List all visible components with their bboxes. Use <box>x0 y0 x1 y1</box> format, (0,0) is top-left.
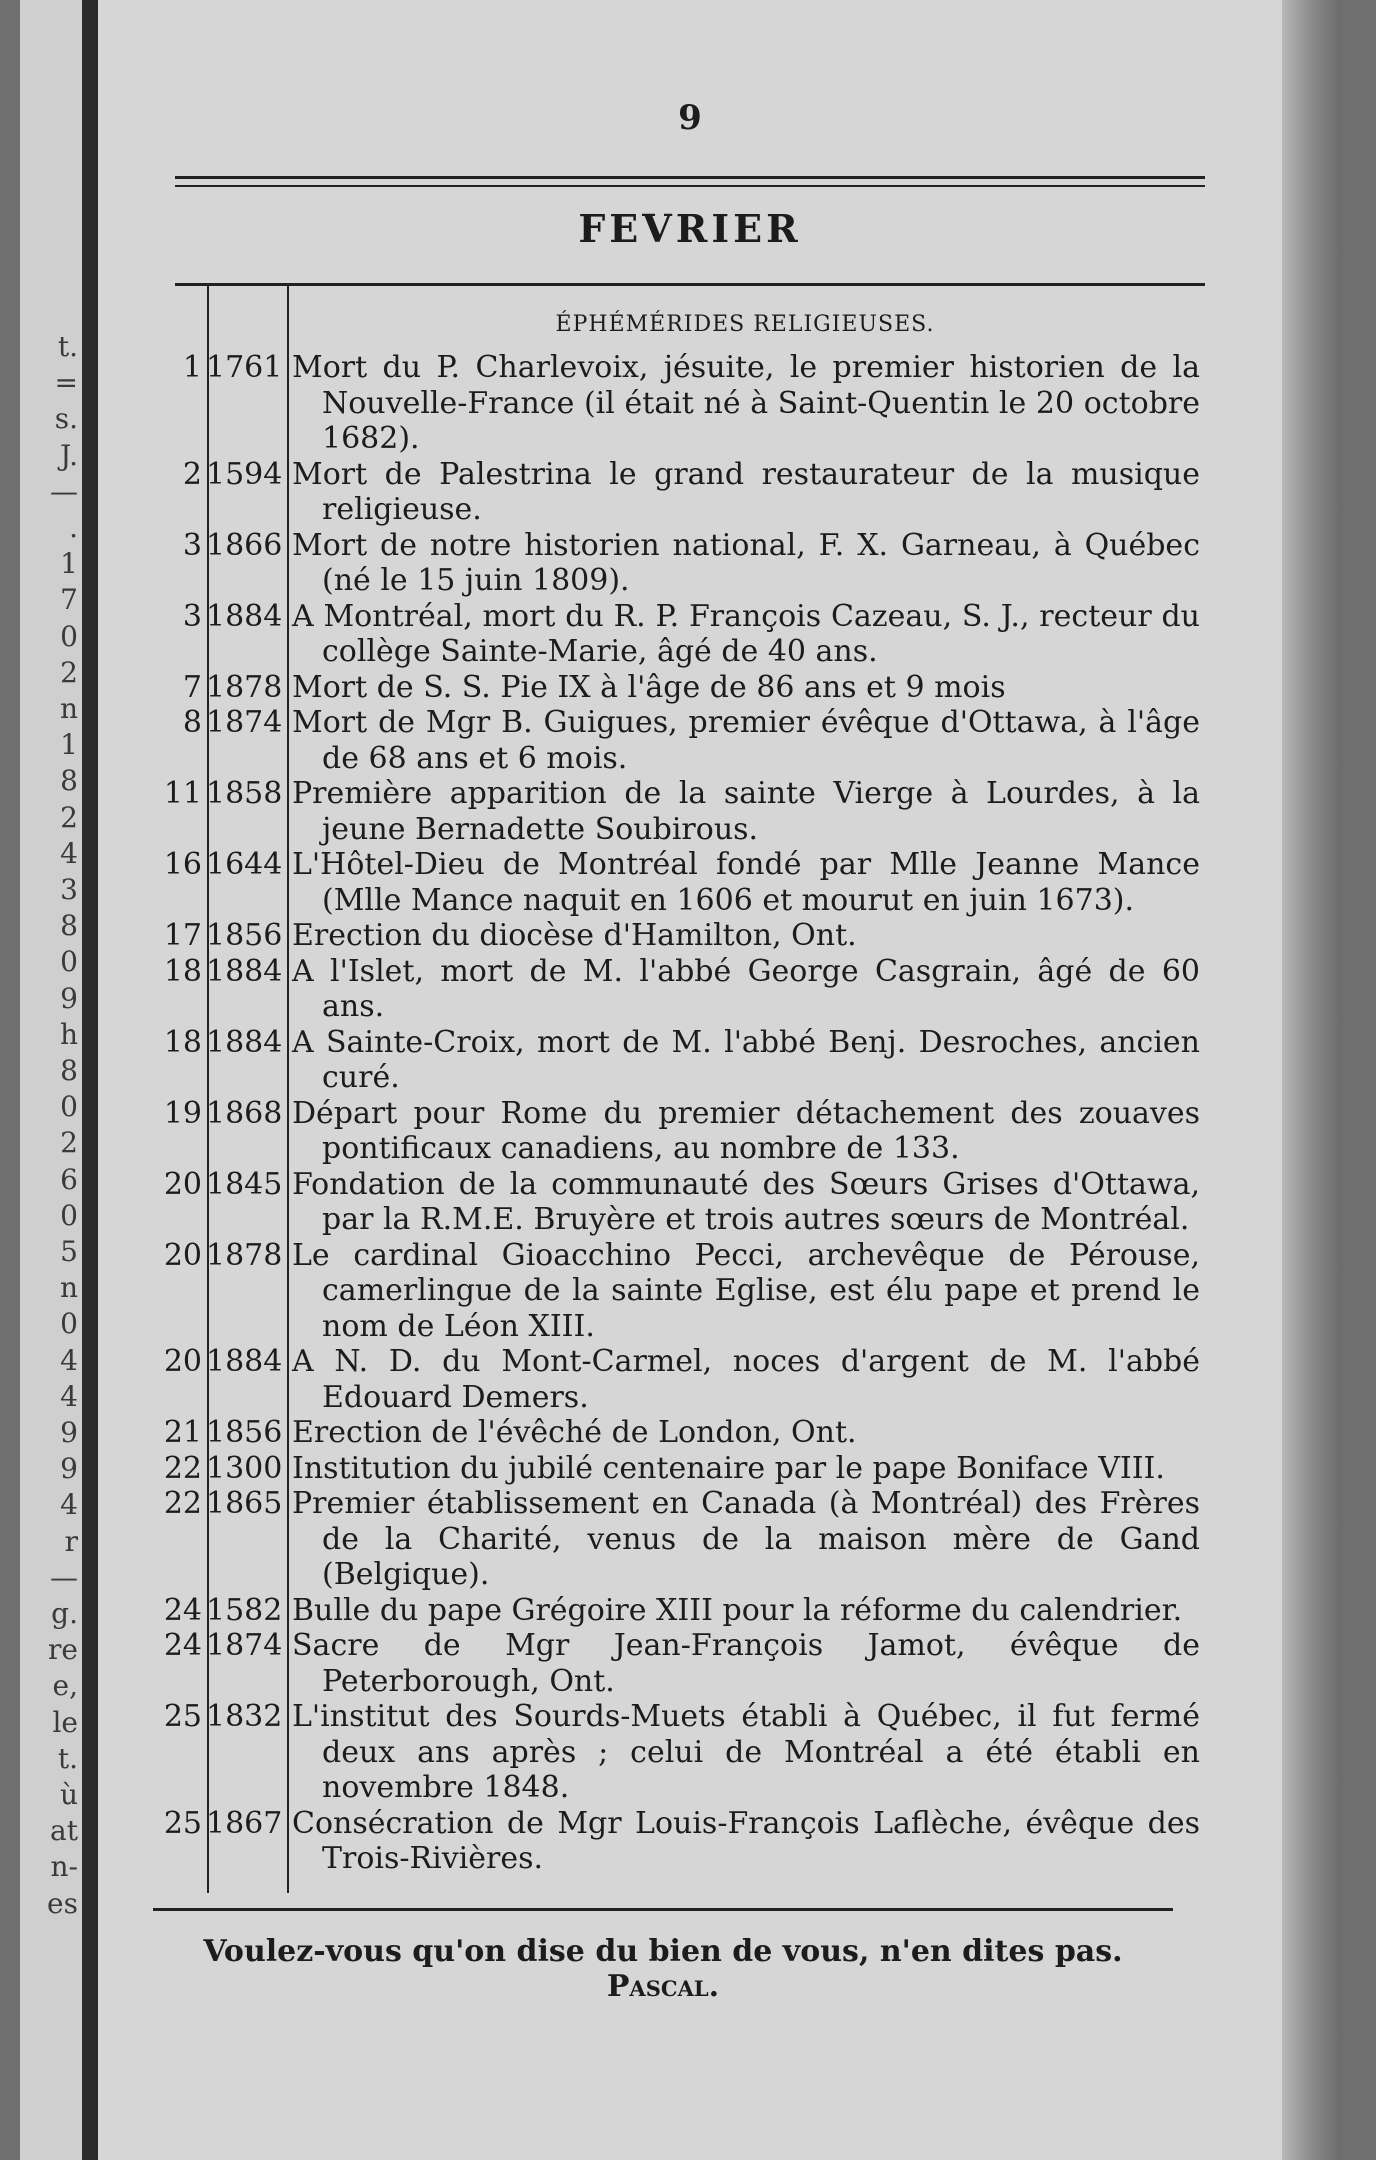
facing-margin-fragment: n- <box>50 1850 78 1884</box>
entry-day: 25 <box>163 1699 202 1734</box>
entry-day: 16 <box>163 847 202 882</box>
facing-margin-fragment: 5 <box>60 1235 78 1268</box>
entry-text: A Montréal, mort du R. P. François Cazeau, S. J., recteur du collège Sainte-Marie, âgé de 40 ans. <box>292 598 1200 669</box>
facing-margin-fragment: t. <box>57 330 78 363</box>
entry-year: 1874 <box>206 705 283 740</box>
entry-year: 1856 <box>206 918 283 953</box>
entry-year: 1845 <box>206 1166 283 1202</box>
entry-year: 1865 <box>206 1486 283 1521</box>
entry-year: 1868 <box>206 1095 283 1131</box>
facing-margin-fragment: 8 <box>60 764 78 798</box>
entry-text: Bulle du pape Grégoire XIII pour la réforme du calendrier. <box>292 1592 1183 1628</box>
entry-text: Erection de l'évêché de London, Ont. <box>292 1415 857 1450</box>
facing-margin-fragment: re <box>48 1633 78 1667</box>
ephemeris-entry <box>140 1238 1200 1345</box>
facing-margin-fragment: 6 <box>60 1162 78 1196</box>
entry-day: 18 <box>163 953 202 989</box>
facing-margin-fragment: s. <box>54 402 78 436</box>
entry-year: 1832 <box>206 1699 283 1734</box>
entry-day: 24 <box>163 1592 202 1628</box>
entry-text: Institution du jubilé centenaire par le pape Boniface VIII. <box>292 1450 1165 1486</box>
facing-margin-fragment: 9 <box>60 1452 78 1486</box>
entry-year: 1594 <box>206 456 283 492</box>
ephemeris-entry <box>140 1451 1200 1487</box>
ephemeris-entry <box>140 1806 1200 1877</box>
facing-margin-fragment: 2 <box>60 800 78 834</box>
facing-margin-fragment: 7 <box>60 583 78 617</box>
entry-text: Mort de S. S. Pie IX à l'âge de 86 ans et 9 mois <box>292 669 1006 705</box>
entry-text: A l'Islet, mort de M. l'abbé George Casgrain, âgé de 60 ans. <box>292 953 1200 1024</box>
entry-day: 20 <box>163 1344 202 1379</box>
entry-text: Départ pour Rome du premier détachement des zouaves pontificaux canadiens, au nombre de 133. <box>292 1095 1200 1166</box>
ephemeris-entry <box>140 776 1200 847</box>
ephemeris-entry <box>140 1167 1200 1238</box>
ephemeris-entry <box>140 599 1200 670</box>
entry-text: L'institut des Sourds-Muets établi à Québec, il fut fermé deux ans après ; celui de Montréal a été établi en novembre 1848. <box>292 1699 1200 1805</box>
ephemeris-entry <box>140 954 1200 1025</box>
entry-year: 1867 <box>206 1805 283 1841</box>
ephemeris-entry <box>140 528 1200 599</box>
entry-text: Le cardinal Gioacchino Pecci, archevêque de Pérouse, camerlingue de la sainte Eglise, est élu pape et prend le nom de Léon XIII. <box>292 1237 1200 1344</box>
entry-day: 25 <box>163 1805 202 1841</box>
facing-margin-fragment: h <box>59 1017 78 1051</box>
entry-text: L'Hôtel-Dieu de Montréal fondé par Mlle Jeanne Mance (Mlle Mance naquit en 1606 et mourut en juin 1673). <box>292 847 1200 918</box>
entry-text: A N. D. du Mont-Carmel, noces d'argent de M. l'abbé Edouard Demers. <box>292 1344 1200 1415</box>
facing-margin-fragment: 2 <box>60 1126 78 1160</box>
entry-year: 1582 <box>206 1592 283 1628</box>
ephemeris-entry <box>140 1628 1200 1699</box>
facing-margin-fragment: 9 <box>60 1416 78 1449</box>
entry-text: A Sainte-Croix, mort de M. l'abbé Benj. Desroches, ancien curé. <box>292 1024 1200 1095</box>
ephemeris-entry <box>140 457 1200 528</box>
ephemeris-entry <box>140 847 1200 918</box>
ephemerides-list <box>140 350 1200 1877</box>
entry-year: 1884 <box>206 598 283 634</box>
page-edge <box>1282 0 1342 2160</box>
facing-margin-fragment: 0 <box>60 619 78 653</box>
ephemeris-entry <box>140 1415 1200 1451</box>
entry-text: Première apparition de la sainte Vierge à Lourdes, à la jeune Bernadette Soubirous. <box>292 776 1200 847</box>
entry-year: 1300 <box>206 1450 283 1486</box>
facing-page-margin <box>20 0 98 2160</box>
facing-margin-fragment: = <box>54 366 78 400</box>
facing-margin-fragment: 3 <box>60 873 78 906</box>
entry-day: 8 <box>182 705 202 740</box>
entry-year: 1858 <box>206 776 283 811</box>
facing-margin-fragment: 8 <box>60 909 78 943</box>
ephemeris-entry <box>140 705 1200 776</box>
entry-text: Mort du P. Charlevoix, jésuite, le premier historien de la Nouvelle-France (il était né à Saint-Quentin le 20 octobre 1682). <box>292 350 1200 456</box>
facing-margin-fragment: 4 <box>60 1379 78 1413</box>
entry-text: Mort de Palestrina le grand restaurateur de la musique religieuse. <box>292 456 1200 527</box>
ephemeris-entry <box>140 350 1200 457</box>
entry-year: 1884 <box>206 1024 283 1060</box>
entry-text: Erection du diocèse d'Hamilton, Ont. <box>292 918 857 953</box>
entry-day: 20 <box>163 1237 202 1273</box>
table-bottom-rule <box>153 1908 1173 1911</box>
entry-day: 18 <box>163 1024 202 1060</box>
entry-day: 19 <box>163 1095 202 1131</box>
entry-day: 3 <box>182 598 202 634</box>
header-double-rule <box>175 176 1205 187</box>
entry-year: 1866 <box>206 527 283 563</box>
facing-margin-fragment: n <box>59 692 78 725</box>
facing-margin-fragment: — <box>50 474 78 508</box>
entry-text: Mort de Mgr B. Guigues, premier évêque d'Ottawa, à l'âge de 68 ans et 6 mois. <box>292 705 1200 776</box>
facing-margin-fragment: 4 <box>60 1343 78 1377</box>
entry-year: 1884 <box>206 953 283 989</box>
entry-text: Premier établissement en Canada (à Montréal) des Frères de la Charité, venus de la maison mère de Gand (Belgique). <box>292 1486 1200 1592</box>
facing-margin-fragment: 4 <box>60 1488 78 1522</box>
entry-text: Sacre de Mgr Jean-François Jamot, évêque de Peterborough, Ont. <box>292 1628 1200 1699</box>
facing-margin-fragment: 0 <box>60 1198 78 1232</box>
entry-day: 7 <box>182 669 202 705</box>
facing-margin-fragment: e, <box>52 1669 78 1703</box>
facing-margin-fragment: 4 <box>60 836 78 870</box>
entry-year: 1874 <box>206 1628 283 1663</box>
facing-margin-fragment: n <box>59 1271 78 1305</box>
entry-year: 1856 <box>206 1415 283 1450</box>
ephemeris-entry <box>140 1699 1200 1806</box>
entry-day: 1 <box>182 350 202 385</box>
entry-year: 1644 <box>206 847 283 882</box>
facing-margin-fragment: 0 <box>60 945 78 979</box>
table-top-rule <box>175 283 1205 286</box>
facing-margin-fragment: 0 <box>60 1307 78 1341</box>
quote-text: Voulez-vous qu'on dise du bien de vous, n'en dites pas. <box>203 1934 1123 1969</box>
facing-margin-fragment: 1 <box>60 728 78 762</box>
entry-day: 24 <box>163 1628 202 1663</box>
page-number: 9 <box>678 98 702 138</box>
entry-year: 1761 <box>206 350 283 385</box>
entry-day: 20 <box>163 1166 202 1202</box>
entry-text: Mort de notre historien national, F. X. Garneau, à Québec (né le 15 juin 1809). <box>292 527 1200 598</box>
facing-margin-fragment: r <box>64 1524 78 1558</box>
entry-day: 11 <box>163 776 202 811</box>
entry-day: 22 <box>163 1486 202 1521</box>
entry-day: 3 <box>182 527 202 563</box>
entry-text: Fondation de la communauté des Sœurs Grises d'Ottawa, par la R.M.E. Bruyère et trois autres sœurs de Montréal. <box>292 1166 1200 1237</box>
scanned-page <box>20 0 1342 2160</box>
entry-day: 21 <box>163 1415 202 1450</box>
entry-day: 22 <box>163 1450 202 1486</box>
ephemeris-entry <box>140 1593 1200 1629</box>
facing-margin-fragment: t. <box>57 1741 78 1775</box>
ephemeris-entry <box>140 1025 1200 1096</box>
entry-text: Consécration de Mgr Louis-François Laflèche, évêque des Trois-Rivières. <box>292 1805 1200 1876</box>
ephemeris-entry <box>140 1344 1200 1415</box>
entry-day: 17 <box>163 918 202 953</box>
facing-margin-fragment: 2 <box>60 655 78 689</box>
facing-margin-fragment: es <box>47 1886 78 1920</box>
facing-margin-fragment: ù <box>59 1778 78 1811</box>
facing-margin-fragment: 0 <box>60 1090 78 1124</box>
facing-margin-fragment: 1 <box>60 547 78 581</box>
entry-year: 1884 <box>206 1344 283 1379</box>
section-heading: ÉPHÉMÉRIDES RELIGIEUSES. <box>555 312 935 337</box>
ephemeris-entry <box>140 1096 1200 1167</box>
facing-margin-fragment: 8 <box>60 1054 78 1087</box>
ephemeris-entry <box>140 918 1200 954</box>
month-title: FEVRIER <box>578 206 802 251</box>
facing-margin-fragment: le <box>52 1705 78 1739</box>
footer-quote <box>153 1934 1173 2004</box>
entry-year: 1878 <box>206 669 283 705</box>
ephemeris-entry <box>140 1486 1200 1593</box>
ephemeris-entry <box>140 670 1200 706</box>
facing-margin-fragment: g. <box>51 1597 78 1630</box>
facing-margin-fragment: at <box>50 1814 78 1848</box>
entry-year: 1878 <box>206 1237 283 1273</box>
facing-margin-fragment: . <box>69 511 78 544</box>
facing-margin-fragment: — <box>50 1560 78 1594</box>
facing-margin-fragment: J. <box>60 438 78 472</box>
facing-margin-fragment: 9 <box>60 981 78 1015</box>
quote-author: Pascal. <box>606 1969 720 2004</box>
entry-day: 2 <box>182 456 202 492</box>
